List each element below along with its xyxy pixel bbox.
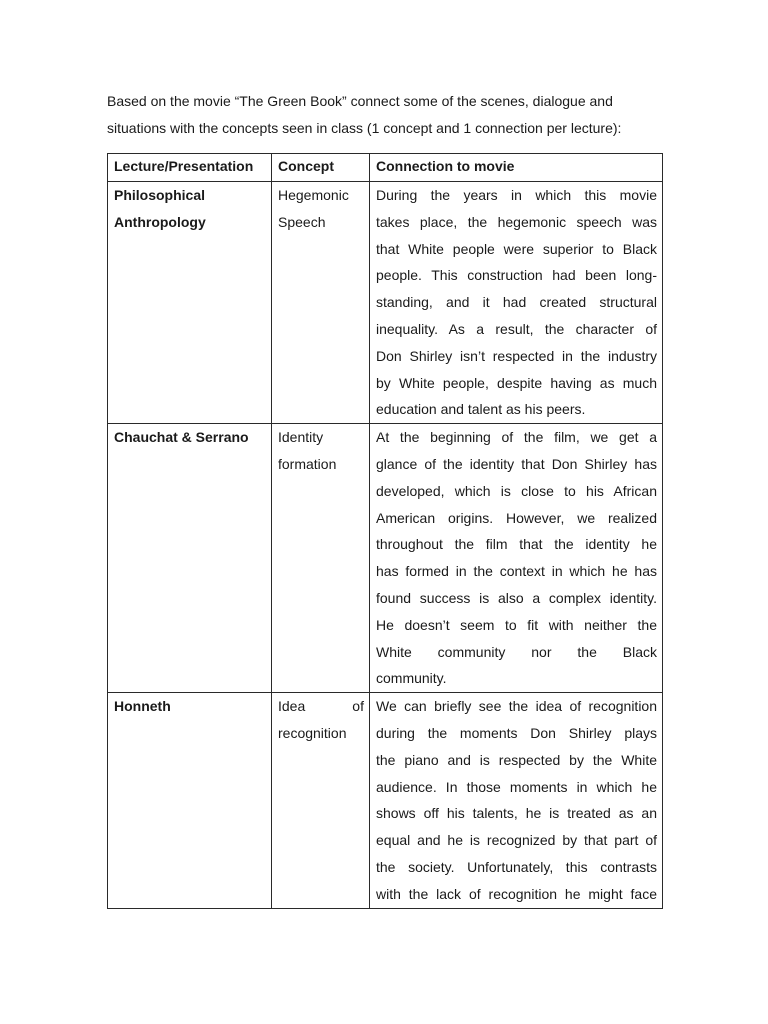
header-connection: Connection to movie	[370, 154, 663, 182]
connection-line: education and talent as his peers.	[376, 401, 586, 418]
connection-line: by White people, despite having as much	[376, 374, 657, 391]
connection-line: Don Shirley isn’t respected in the industry	[376, 347, 657, 364]
connection-cell	[370, 693, 663, 908]
lecture-cell	[108, 693, 272, 908]
concept-cell	[272, 693, 370, 908]
concept-line: Idea of	[278, 698, 364, 715]
lecture-line: Philosophical	[114, 187, 206, 203]
concept-line: formation	[278, 455, 337, 472]
concept-cell	[272, 182, 370, 424]
connection-line: equal and he is recognized by that part of	[376, 832, 657, 849]
concept-line: Identity	[278, 429, 324, 446]
concept-cell	[272, 424, 370, 693]
lecture-line: Honneth	[114, 698, 171, 715]
lecture-line: Chauchat & Serrano	[114, 429, 249, 446]
lecture-concept-table	[107, 153, 663, 909]
lecture-line: Anthropology	[114, 213, 206, 230]
connection-line: White community nor the Black	[376, 643, 657, 660]
table-row	[108, 424, 663, 693]
table-header-row	[108, 154, 663, 182]
table-row	[108, 182, 663, 424]
intro-paragraph	[107, 88, 663, 142]
connection-line: developed, which is close to his African	[376, 482, 657, 499]
connection-cell	[370, 182, 663, 424]
connection-line: During the years in which this movie	[376, 187, 657, 203]
connection-line: the society. Unfortunately, this contrasts	[376, 858, 657, 875]
connection-line: takes place, the hegemonic speech was	[376, 213, 657, 230]
connection-line: during the moments Don Shirley plays	[376, 724, 657, 741]
connection-line: throughout the film that the identity he	[376, 536, 657, 553]
connection-line: standing, and it had created structural	[376, 294, 657, 311]
connection-line: He doesn’t seem to fit with neither the	[376, 616, 657, 633]
header-lecture: Lecture/Presentation	[108, 154, 272, 182]
intro-line: situations with the concepts seen in class (1 concept and 1 connection per lecture):	[107, 120, 622, 136]
lecture-cell	[108, 182, 272, 424]
header-concept: Concept	[272, 154, 370, 182]
connection-line: shows off his talents, he is treated as an	[376, 805, 657, 822]
connection-line: glance of the identity that Don Shirley has	[376, 455, 657, 472]
table-row	[108, 693, 663, 908]
concept-line: Hegemonic	[278, 187, 349, 203]
connection-line: with the lack of recognition he might face	[376, 885, 657, 902]
connection-line: audience. In those moments in which he	[376, 778, 657, 795]
connection-line: inequality. As a result, the character of	[376, 320, 657, 337]
connection-line: has formed in the context in which he has	[376, 563, 657, 580]
connection-line: American origins. However, we realized	[376, 509, 657, 526]
concept-line: Speech	[278, 213, 326, 230]
connection-line: people. This construction had been long-	[376, 267, 657, 284]
connection-line: the piano and is respected by the White	[376, 751, 657, 768]
connection-line: that White people were superior to Black	[376, 240, 657, 257]
concept-line: recognition	[278, 724, 347, 741]
connection-line: At the beginning of the film, we get a	[376, 429, 657, 446]
connection-line: community.	[376, 670, 447, 687]
lecture-cell	[108, 424, 272, 693]
connection-cell	[370, 424, 663, 693]
connection-line: found success is also a complex identity.	[376, 589, 657, 606]
connection-line: We can briefly see the idea of recognition	[376, 698, 657, 715]
intro-line: Based on the movie “The Green Book” connect some of the scenes, dialogue and	[107, 93, 613, 109]
